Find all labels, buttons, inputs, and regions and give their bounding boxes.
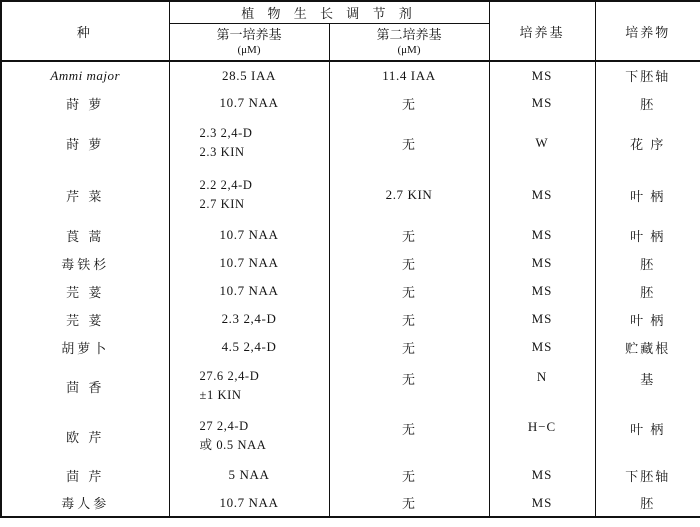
row-species: 芫 荽 bbox=[1, 277, 169, 305]
row-medium: MS bbox=[489, 461, 595, 489]
header-growth-regulator: 植 物 生 长 调 节 剂 bbox=[169, 1, 489, 24]
row-first-medium: 10.7 NAA bbox=[169, 277, 329, 305]
row-organ: 胚 bbox=[595, 89, 700, 117]
table-row bbox=[1, 277, 700, 305]
row-species: Ammi major bbox=[1, 61, 169, 89]
row-species: 芹 菜 bbox=[1, 169, 169, 221]
table-row bbox=[1, 221, 700, 249]
row-organ: 下胚轴 bbox=[595, 461, 700, 489]
row-second-medium: 无 bbox=[329, 249, 489, 277]
row-first-medium: 5 NAA bbox=[169, 461, 329, 489]
row-first-medium-line: 27.6 2,4-D bbox=[199, 368, 260, 383]
row-first-medium: 10.7 NAA bbox=[169, 249, 329, 277]
row-second-medium: 无 bbox=[329, 461, 489, 489]
row-species: 毒铁杉 bbox=[1, 249, 169, 277]
row-medium: MS bbox=[489, 169, 595, 221]
row-second-medium: 无 bbox=[329, 411, 489, 461]
row-first-medium-line: 2.3 2,4-D bbox=[199, 125, 253, 140]
row-second-medium: 无 bbox=[329, 117, 489, 169]
row-species: 茴 芹 bbox=[1, 461, 169, 489]
table-row bbox=[1, 61, 700, 89]
row-medium: MS bbox=[489, 305, 595, 333]
row-first-medium: 4.5 2,4-D bbox=[169, 333, 329, 361]
table-row bbox=[1, 249, 700, 277]
header-culture-medium: 培养基 bbox=[489, 1, 595, 61]
row-medium: H−C bbox=[489, 411, 595, 461]
row-first-medium-line: 27 2,4-D bbox=[199, 418, 249, 433]
row-first-medium bbox=[169, 117, 329, 169]
row-first-medium: 10.7 NAA bbox=[169, 89, 329, 117]
row-species: 莨 蒿 bbox=[1, 221, 169, 249]
header-medium-second-unit: (μM) bbox=[397, 44, 421, 57]
row-organ: 胚 bbox=[595, 489, 700, 517]
row-organ: 胚 bbox=[595, 249, 700, 277]
table-row bbox=[1, 461, 700, 489]
row-medium: MS bbox=[489, 489, 595, 517]
row-medium: MS bbox=[489, 277, 595, 305]
header-explant: 培养物 bbox=[595, 1, 700, 61]
row-species: 莳 萝 bbox=[1, 117, 169, 169]
row-organ: 花 序 bbox=[595, 117, 700, 169]
row-first-medium-line: 或 0.5 NAA bbox=[199, 438, 267, 452]
row-first-medium-line: 2.7 KIN bbox=[199, 197, 245, 211]
row-first-medium: 10.7 NAA bbox=[169, 489, 329, 517]
row-first-medium: 2.3 2,4-D bbox=[169, 305, 329, 333]
row-species: 欧 芹 bbox=[1, 411, 169, 461]
header-medium-second-label: 第二培养基 bbox=[376, 26, 442, 42]
row-organ: 叶 柄 bbox=[595, 411, 700, 461]
row-species: 莳 萝 bbox=[1, 89, 169, 117]
row-second-medium: 无 bbox=[329, 89, 489, 117]
table-row bbox=[1, 489, 700, 517]
row-medium: MS bbox=[489, 249, 595, 277]
row-second-medium: 2.7 KIN bbox=[329, 169, 489, 221]
row-first-medium-line: ±1 KIN bbox=[199, 388, 242, 402]
row-medium: MS bbox=[489, 89, 595, 117]
row-second-medium: 无 bbox=[329, 361, 489, 411]
row-second-medium: 无 bbox=[329, 305, 489, 333]
row-second-medium: 无 bbox=[329, 333, 489, 361]
table-row bbox=[1, 333, 700, 361]
row-second-medium: 无 bbox=[329, 489, 489, 517]
header-medium-first bbox=[169, 24, 329, 61]
row-organ: 叶 柄 bbox=[595, 169, 700, 221]
row-first-medium bbox=[169, 169, 329, 221]
table-row bbox=[1, 89, 700, 117]
row-first-medium bbox=[169, 411, 329, 461]
row-first-medium-line: 2.2 2,4-D bbox=[199, 177, 253, 192]
row-second-medium: 11.4 IAA bbox=[329, 61, 489, 89]
table-row bbox=[1, 117, 700, 169]
row-medium: MS bbox=[489, 333, 595, 361]
row-first-medium: 10.7 NAA bbox=[169, 221, 329, 249]
row-organ: 叶 柄 bbox=[595, 221, 700, 249]
header-medium-first-unit: (μM) bbox=[237, 44, 261, 57]
row-species: 茴 香 bbox=[1, 361, 169, 411]
row-medium: MS bbox=[489, 221, 595, 249]
row-organ: 基 bbox=[595, 361, 700, 411]
table-row bbox=[1, 305, 700, 333]
row-medium: W bbox=[489, 117, 595, 169]
row-organ: 胚 bbox=[595, 277, 700, 305]
header-medium-first-label: 第一培养基 bbox=[216, 26, 282, 42]
row-organ: 贮藏根 bbox=[595, 333, 700, 361]
row-first-medium-line: 2.3 KIN bbox=[199, 145, 245, 159]
row-medium: MS bbox=[489, 61, 595, 89]
row-organ: 下胚轴 bbox=[595, 61, 700, 89]
row-second-medium: 无 bbox=[329, 277, 489, 305]
row-species: 毒人参 bbox=[1, 489, 169, 517]
table-row bbox=[1, 169, 700, 221]
row-organ: 叶 柄 bbox=[595, 305, 700, 333]
row-medium: N bbox=[489, 361, 595, 411]
header-medium-second bbox=[329, 24, 489, 61]
row-first-medium bbox=[169, 361, 329, 411]
table-header-row-1 bbox=[1, 1, 700, 24]
row-first-medium: 28.5 IAA bbox=[169, 61, 329, 89]
table-row bbox=[1, 361, 700, 411]
row-species: 胡萝卜 bbox=[1, 333, 169, 361]
row-species: 芫 荽 bbox=[1, 305, 169, 333]
table-row bbox=[1, 411, 700, 461]
row-second-medium: 无 bbox=[329, 221, 489, 249]
header-species: 种 bbox=[1, 1, 169, 61]
